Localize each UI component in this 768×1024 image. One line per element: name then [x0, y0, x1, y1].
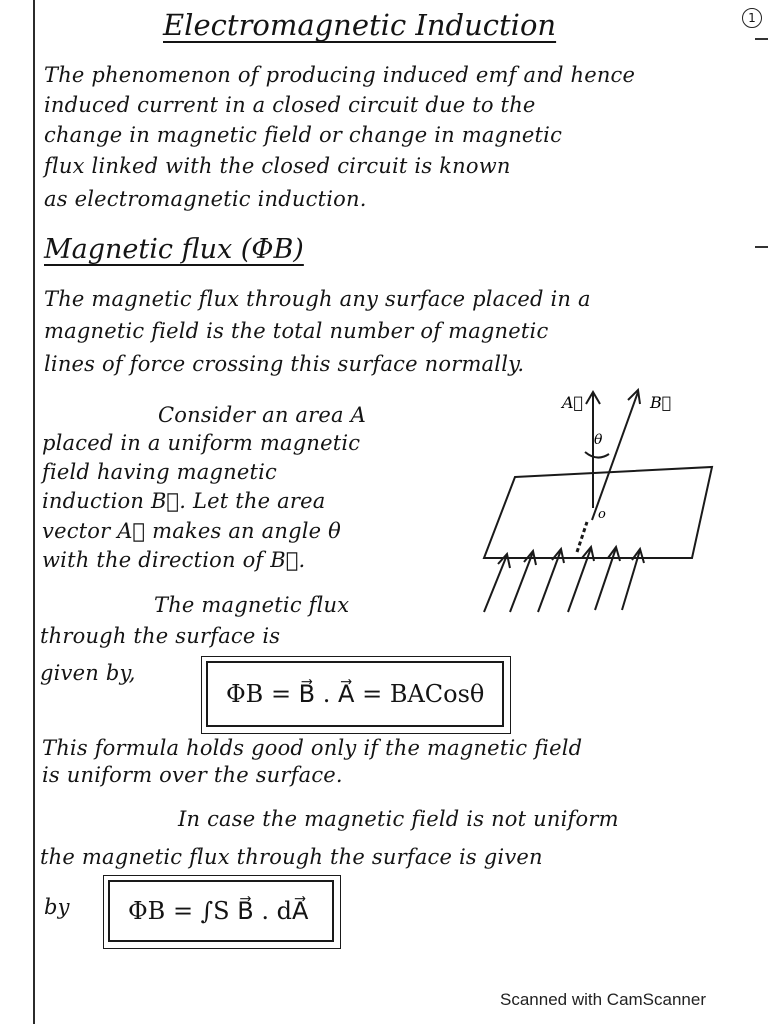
- formula-uniform: ΦB = B⃗ . A⃗ = BACosθ: [206, 661, 504, 727]
- intro-line: flux linked with the closed circuit is known: [44, 154, 511, 178]
- definition-line: The magnetic flux through any surface placed in a: [44, 287, 591, 311]
- b-continuation: [577, 522, 587, 552]
- consider-line: Consider an area A: [158, 403, 366, 427]
- intro-line: The phenomenon of producing induced emf and hence: [44, 63, 636, 87]
- angle-arc: [585, 452, 609, 458]
- edge-mark: [755, 38, 768, 40]
- note-line: is uniform over the surface.: [42, 763, 343, 787]
- consider-line: vector A⃗ makes an angle θ: [42, 519, 341, 543]
- margin-line: [33, 0, 35, 1024]
- label-b: B⃗: [650, 393, 672, 412]
- consider-line: induction B⃗. Let the area: [42, 489, 326, 513]
- given-line: given by,: [40, 661, 136, 685]
- given-line: through the surface is: [40, 624, 281, 648]
- label-origin: o: [598, 507, 606, 522]
- nonuniform-line: In case the magnetic field is not uniform: [178, 807, 619, 831]
- vector-b-line: [592, 392, 638, 520]
- definition-line: lines of force crossing this surface normally.: [44, 352, 525, 376]
- intro-line: induced current in a closed circuit due to the: [44, 93, 536, 117]
- page-number: 1: [742, 8, 762, 28]
- consider-line: with the direction of B⃗.: [42, 548, 306, 572]
- formula-integral: ΦB = ∫S B⃗ . dA⃗: [108, 880, 334, 942]
- field-lines: [484, 547, 644, 612]
- nonuniform-line: by: [44, 895, 70, 919]
- note-line: This formula holds good only if the magnetic field: [42, 736, 583, 760]
- area-vector-diagram: [470, 380, 760, 620]
- scanner-watermark: Scanned with CamScanner: [500, 990, 707, 1009]
- label-theta: θ: [594, 432, 603, 448]
- consider-line: field having magnetic: [42, 460, 277, 484]
- page-title: Electromagnetic Induction: [163, 8, 557, 42]
- label-a: A⃗: [562, 393, 584, 412]
- nonuniform-line: the magnetic flux through the surface is given: [40, 845, 543, 869]
- section-heading: Magnetic flux (ΦB): [44, 234, 304, 265]
- intro-line: change in magnetic field or change in magnetic: [44, 123, 563, 147]
- edge-mark: [755, 246, 768, 248]
- definition-line: magnetic field is the total number of magnetic: [44, 319, 549, 343]
- consider-line: placed in a uniform magnetic: [42, 431, 361, 455]
- intro-line: as electromagnetic induction.: [44, 187, 367, 211]
- given-line: The magnetic flux: [154, 593, 350, 617]
